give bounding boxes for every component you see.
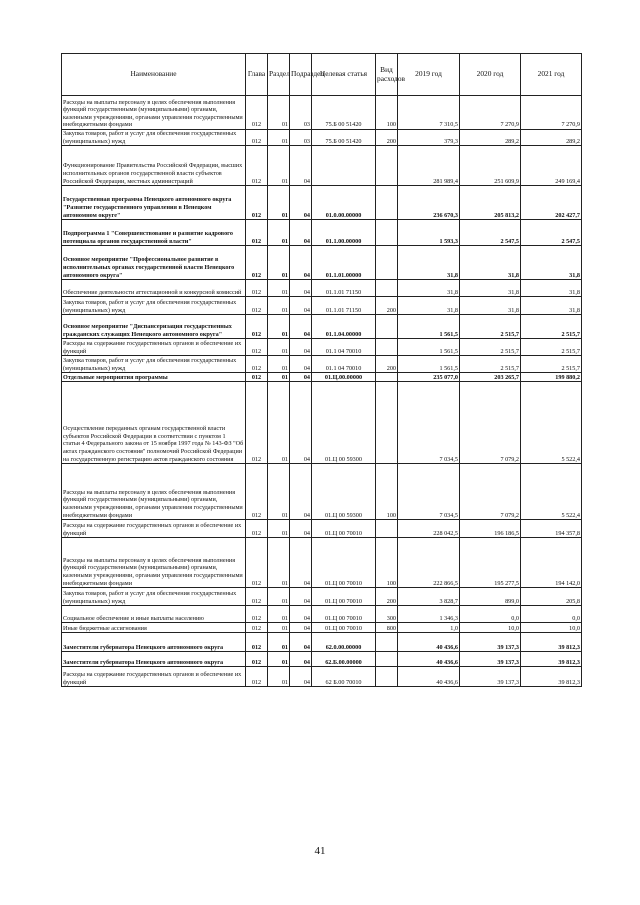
table-row <box>62 96 582 130</box>
cell-glava: 012 <box>246 373 268 382</box>
cell-name: Расходы на содержание государственных органов и обеспечение их функций <box>62 520 246 538</box>
cell-2021: 202 427,7 <box>521 186 582 220</box>
cell-razdel: 01 <box>268 464 290 520</box>
cell-2020: 899,0 <box>460 588 521 606</box>
cell-name: Заместители губернатора Ненецкого автономного округа <box>62 633 246 652</box>
cell-2021: 39 812,3 <box>521 667 582 687</box>
cell-razdel: 01 <box>268 633 290 652</box>
cell-vid <box>376 633 398 652</box>
cell-2019: 7 310,5 <box>398 96 460 130</box>
cell-razdel: 01 <box>268 606 290 623</box>
cell-glava: 012 <box>246 130 268 146</box>
cell-razdel: 01 <box>268 520 290 538</box>
table-row <box>62 130 582 146</box>
cell-2020: 39 137,3 <box>460 667 521 687</box>
cell-vid <box>376 382 398 464</box>
cell-glava: 012 <box>246 339 268 356</box>
cell-name: Закупка товаров, работ и услуг для обеспечения государственных (муниципальных) нужд <box>62 297 246 315</box>
cell-target: 01.1.01.00000 <box>312 246 376 280</box>
cell-2020: 2 547,5 <box>460 220 521 246</box>
table-row <box>62 246 582 280</box>
cell-2020: 203 265,7 <box>460 373 521 382</box>
cell-2019: 222 866,5 <box>398 538 460 588</box>
cell-2021: 5 522,4 <box>521 464 582 520</box>
cell-2020: 10,0 <box>460 623 521 633</box>
cell-vid <box>376 186 398 220</box>
table-row <box>62 280 582 297</box>
table-row <box>62 315 582 339</box>
cell-vid <box>376 280 398 297</box>
cell-2021: 5 522,4 <box>521 382 582 464</box>
cell-razdel: 01 <box>268 623 290 633</box>
cell-podrazdel: 04 <box>290 667 312 687</box>
cell-vid <box>376 652 398 667</box>
cell-2021: 2 515,7 <box>521 315 582 339</box>
cell-podrazdel: 04 <box>290 280 312 297</box>
cell-name: Государственная программа Ненецкого автономного округа "Развитие государственного управления в Ненецком автономном округе" <box>62 186 246 220</box>
cell-podrazdel: 04 <box>290 588 312 606</box>
cell-glava: 012 <box>246 220 268 246</box>
table-row <box>62 146 582 186</box>
cell-2021: 249 169,4 <box>521 146 582 186</box>
cell-name: Расходы на содержание государственных органов и обеспечение их функций <box>62 667 246 687</box>
cell-2021: 31,8 <box>521 297 582 315</box>
cell-target: 01.1 04 70010 <box>312 339 376 356</box>
cell-target: 62 Б.00 70010 <box>312 667 376 687</box>
cell-podrazdel: 03 <box>290 130 312 146</box>
cell-vid: 200 <box>376 356 398 373</box>
cell-name: Основное мероприятие "Профессиональное развитие в исполнительных органах государственной власти Ненецкого автономного округа" <box>62 246 246 280</box>
cell-podrazdel: 04 <box>290 356 312 373</box>
header-podrazdel: Подраздел <box>290 54 312 96</box>
cell-podrazdel: 04 <box>290 315 312 339</box>
cell-target: 01.1.01 71150 <box>312 297 376 315</box>
cell-2021: 31,8 <box>521 246 582 280</box>
cell-glava: 012 <box>246 356 268 373</box>
table-body <box>62 96 582 687</box>
cell-vid <box>376 667 398 687</box>
cell-target: 01.Ц 00 70010 <box>312 520 376 538</box>
cell-razdel: 01 <box>268 96 290 130</box>
cell-podrazdel: 04 <box>290 633 312 652</box>
cell-podrazdel: 04 <box>290 297 312 315</box>
table-row <box>62 667 582 687</box>
cell-2019: 31,8 <box>398 246 460 280</box>
cell-2021: 2 547,5 <box>521 220 582 246</box>
cell-razdel: 01 <box>268 382 290 464</box>
cell-razdel: 01 <box>268 667 290 687</box>
header-razdel: Раздел <box>268 54 290 96</box>
cell-podrazdel: 04 <box>290 464 312 520</box>
table-row <box>62 588 582 606</box>
table-row <box>62 382 582 464</box>
table-row <box>62 373 582 382</box>
cell-glava: 012 <box>246 667 268 687</box>
cell-2020: 196 186,5 <box>460 520 521 538</box>
cell-target: 62.0.00.00000 <box>312 633 376 652</box>
cell-vid <box>376 520 398 538</box>
cell-target: 01.Ц.00.00000 <box>312 373 376 382</box>
table-row <box>62 652 582 667</box>
cell-2019: 1,0 <box>398 623 460 633</box>
header-2020: 2020 год <box>460 54 521 96</box>
cell-vid: 200 <box>376 130 398 146</box>
cell-2020: 251 609,9 <box>460 146 521 186</box>
cell-razdel: 01 <box>268 339 290 356</box>
cell-razdel: 01 <box>268 652 290 667</box>
table-row <box>62 520 582 538</box>
cell-vid: 100 <box>376 96 398 130</box>
cell-podrazdel: 04 <box>290 146 312 186</box>
table-row <box>62 538 582 588</box>
budget-table <box>61 53 582 687</box>
table-row <box>62 220 582 246</box>
cell-glava: 012 <box>246 146 268 186</box>
cell-2021: 2 515,7 <box>521 339 582 356</box>
cell-target <box>312 146 376 186</box>
cell-2020: 7 079,2 <box>460 464 521 520</box>
cell-2021: 194 142,0 <box>521 538 582 588</box>
cell-razdel: 01 <box>268 538 290 588</box>
cell-vid: 200 <box>376 588 398 606</box>
cell-razdel: 01 <box>268 246 290 280</box>
cell-podrazdel: 04 <box>290 373 312 382</box>
cell-vid <box>376 315 398 339</box>
cell-name: Расходы на выплаты персоналу в целях обеспечения выполнения функций государственными (муниципальными) органами, казенными учреждениями, органами управления государственными внебюджетными фондами <box>62 96 246 130</box>
cell-target: 01.1.01 71150 <box>312 280 376 297</box>
cell-2020: 2 515,7 <box>460 356 521 373</box>
cell-target: 01.Ц 00 70010 <box>312 538 376 588</box>
cell-2020: 2 515,7 <box>460 315 521 339</box>
cell-razdel: 01 <box>268 588 290 606</box>
cell-2019: 7 034,5 <box>398 464 460 520</box>
cell-2019: 1 561,5 <box>398 315 460 339</box>
cell-vid <box>376 373 398 382</box>
cell-target: 01.Ц 00 59300 <box>312 382 376 464</box>
cell-2019: 1 561,5 <box>398 356 460 373</box>
cell-vid: 100 <box>376 464 398 520</box>
cell-glava: 012 <box>246 588 268 606</box>
cell-target: 01.1.04.00000 <box>312 315 376 339</box>
cell-2021: 0,0 <box>521 606 582 623</box>
cell-podrazdel: 04 <box>290 186 312 220</box>
cell-vid <box>376 339 398 356</box>
cell-podrazdel: 04 <box>290 606 312 623</box>
cell-razdel: 01 <box>268 315 290 339</box>
cell-name: Закупка товаров, работ и услуг для обеспечения государственных (муниципальных) нужд <box>62 130 246 146</box>
cell-podrazdel: 04 <box>290 520 312 538</box>
cell-2021: 31,8 <box>521 280 582 297</box>
cell-razdel: 01 <box>268 280 290 297</box>
table-row <box>62 623 582 633</box>
cell-2019: 235 077,0 <box>398 373 460 382</box>
cell-2019: 1 593,3 <box>398 220 460 246</box>
table-row <box>62 633 582 652</box>
table-row <box>62 356 582 373</box>
cell-glava: 012 <box>246 297 268 315</box>
cell-2021: 10,0 <box>521 623 582 633</box>
cell-2020: 289,2 <box>460 130 521 146</box>
cell-2019: 228 042,5 <box>398 520 460 538</box>
cell-2020: 39 137,3 <box>460 633 521 652</box>
cell-glava: 012 <box>246 96 268 130</box>
header-target: Целевая статья <box>312 54 376 96</box>
table-row <box>62 606 582 623</box>
cell-glava: 012 <box>246 280 268 297</box>
cell-2019: 379,3 <box>398 130 460 146</box>
cell-glava: 012 <box>246 652 268 667</box>
cell-2019: 1 561,5 <box>398 339 460 356</box>
cell-2019: 1 346,3 <box>398 606 460 623</box>
cell-glava: 012 <box>246 246 268 280</box>
cell-2021: 39 812,3 <box>521 652 582 667</box>
cell-target: 75.Б 00 51420 <box>312 130 376 146</box>
cell-target: 01.Ц 00 70010 <box>312 623 376 633</box>
cell-glava: 012 <box>246 538 268 588</box>
cell-name: Заместители губернатора Ненецкого автономного округа <box>62 652 246 667</box>
cell-podrazdel: 04 <box>290 246 312 280</box>
cell-2021: 7 270,9 <box>521 96 582 130</box>
cell-2021: 205,8 <box>521 588 582 606</box>
cell-glava: 012 <box>246 606 268 623</box>
cell-razdel: 01 <box>268 297 290 315</box>
cell-2019: 40 436,6 <box>398 667 460 687</box>
cell-2019: 236 670,3 <box>398 186 460 220</box>
cell-podrazdel: 04 <box>290 623 312 633</box>
cell-name: Иные бюджетные ассигнования <box>62 623 246 633</box>
cell-2020: 7 079,2 <box>460 382 521 464</box>
cell-razdel: 01 <box>268 146 290 186</box>
header-name: Наименование <box>62 54 246 96</box>
cell-name: Закупка товаров, работ и услуг для обеспечения государственных (муниципальных) нужд <box>62 588 246 606</box>
cell-glava: 012 <box>246 315 268 339</box>
cell-podrazdel: 03 <box>290 96 312 130</box>
cell-2021: 199 880,2 <box>521 373 582 382</box>
cell-2019: 40 436,6 <box>398 652 460 667</box>
page-number: 41 <box>314 845 326 857</box>
cell-2020: 0,0 <box>460 606 521 623</box>
cell-2021: 39 812,3 <box>521 633 582 652</box>
cell-2020: 195 277,5 <box>460 538 521 588</box>
cell-vid: 200 <box>376 297 398 315</box>
cell-target: 01.Ц 00 59300 <box>312 464 376 520</box>
cell-vid <box>376 246 398 280</box>
cell-name: Осуществление переданных органам государственной власти субъектов Российской Федерации в соответствии с пунктом 1 статьи 4 Федерального закона от 15 ноября 1997 года № 143-ФЗ "Об актах гражданского состояния" полномочий Российской Федерации на государственную регистрацию актов гражданского состояния <box>62 382 246 464</box>
cell-name: Отдельные мероприятия программы <box>62 373 246 382</box>
cell-name: Функционирование Правительства Российской Федерации, высших исполнительных органов государственной власти субъектов Российской Федерации, местных администраций <box>62 146 246 186</box>
cell-target: 62.Б.00.00000 <box>312 652 376 667</box>
cell-2021: 2 515,7 <box>521 356 582 373</box>
cell-target: 01.1.00.00000 <box>312 220 376 246</box>
header-2021: 2021 год <box>521 54 582 96</box>
cell-razdel: 01 <box>268 186 290 220</box>
cell-glava: 012 <box>246 623 268 633</box>
cell-name: Расходы на содержание государственных органов и обеспечение их функций <box>62 339 246 356</box>
cell-target: 01.0.00.00000 <box>312 186 376 220</box>
cell-razdel: 01 <box>268 356 290 373</box>
cell-2020: 7 270,9 <box>460 96 521 130</box>
cell-2019: 31,8 <box>398 280 460 297</box>
cell-vid <box>376 220 398 246</box>
cell-razdel: 01 <box>268 373 290 382</box>
cell-2019: 281 989,4 <box>398 146 460 186</box>
table-row <box>62 339 582 356</box>
header-2019: 2019 год <box>398 54 460 96</box>
cell-name: Расходы на выплаты персоналу в целях обеспечения выполнения функций государственными (муниципальными) органами, казенными учреждениями, органами управления государственными внебюджетными фондами <box>62 538 246 588</box>
cell-name: Расходы на выплаты персоналу в целях обеспечения выполнения функций государственными (муниципальными) органами, казенными учреждениями, органами управления государственными внебюджетными фондами <box>62 464 246 520</box>
cell-podrazdel: 04 <box>290 652 312 667</box>
cell-glava: 012 <box>246 464 268 520</box>
cell-2020: 31,8 <box>460 280 521 297</box>
cell-target: 01.Ц 00 70010 <box>312 606 376 623</box>
cell-podrazdel: 04 <box>290 382 312 464</box>
cell-2019: 40 436,6 <box>398 633 460 652</box>
cell-name: Закупка товаров, работ и услуг для обеспечения государственных (муниципальных) нужд <box>62 356 246 373</box>
cell-target: 75.Б 00 51420 <box>312 96 376 130</box>
cell-podrazdel: 04 <box>290 339 312 356</box>
cell-glava: 012 <box>246 633 268 652</box>
cell-2021: 289,2 <box>521 130 582 146</box>
cell-razdel: 01 <box>268 130 290 146</box>
cell-2020: 39 137,3 <box>460 652 521 667</box>
table-row <box>62 186 582 220</box>
cell-razdel: 01 <box>268 220 290 246</box>
cell-name: Обеспечение деятельности аттестационной и конкурсной комиссий <box>62 280 246 297</box>
cell-target: 01.1 04 70010 <box>312 356 376 373</box>
cell-target: 01.Ц 00 70010 <box>312 588 376 606</box>
cell-2019: 7 034,5 <box>398 382 460 464</box>
cell-2020: 31,8 <box>460 297 521 315</box>
cell-2020: 205 813,2 <box>460 186 521 220</box>
cell-glava: 012 <box>246 186 268 220</box>
cell-glava: 012 <box>246 382 268 464</box>
cell-2020: 31,8 <box>460 246 521 280</box>
cell-name: Основное мероприятие "Диспансеризация государственных гражданских служащих Ненецкого автономного округа" <box>62 315 246 339</box>
header-vid: Вид расходов <box>376 54 398 96</box>
cell-podrazdel: 04 <box>290 538 312 588</box>
table-row <box>62 464 582 520</box>
cell-2019: 31,8 <box>398 297 460 315</box>
cell-vid: 300 <box>376 606 398 623</box>
cell-2021: 194 357,8 <box>521 520 582 538</box>
cell-vid: 100 <box>376 538 398 588</box>
cell-podrazdel: 04 <box>290 220 312 246</box>
cell-vid: 800 <box>376 623 398 633</box>
cell-glava: 012 <box>246 520 268 538</box>
cell-name: Социальное обеспечение и иные выплаты населению <box>62 606 246 623</box>
cell-vid <box>376 146 398 186</box>
cell-2019: 3 828,7 <box>398 588 460 606</box>
cell-name: Подпрограмма 1 "Совершенствование и развитие кадрового потенциала органов государственной власти" <box>62 220 246 246</box>
header-glava: Глава <box>246 54 268 96</box>
table-row <box>62 297 582 315</box>
cell-2020: 2 515,7 <box>460 339 521 356</box>
table-header-row <box>62 54 582 96</box>
